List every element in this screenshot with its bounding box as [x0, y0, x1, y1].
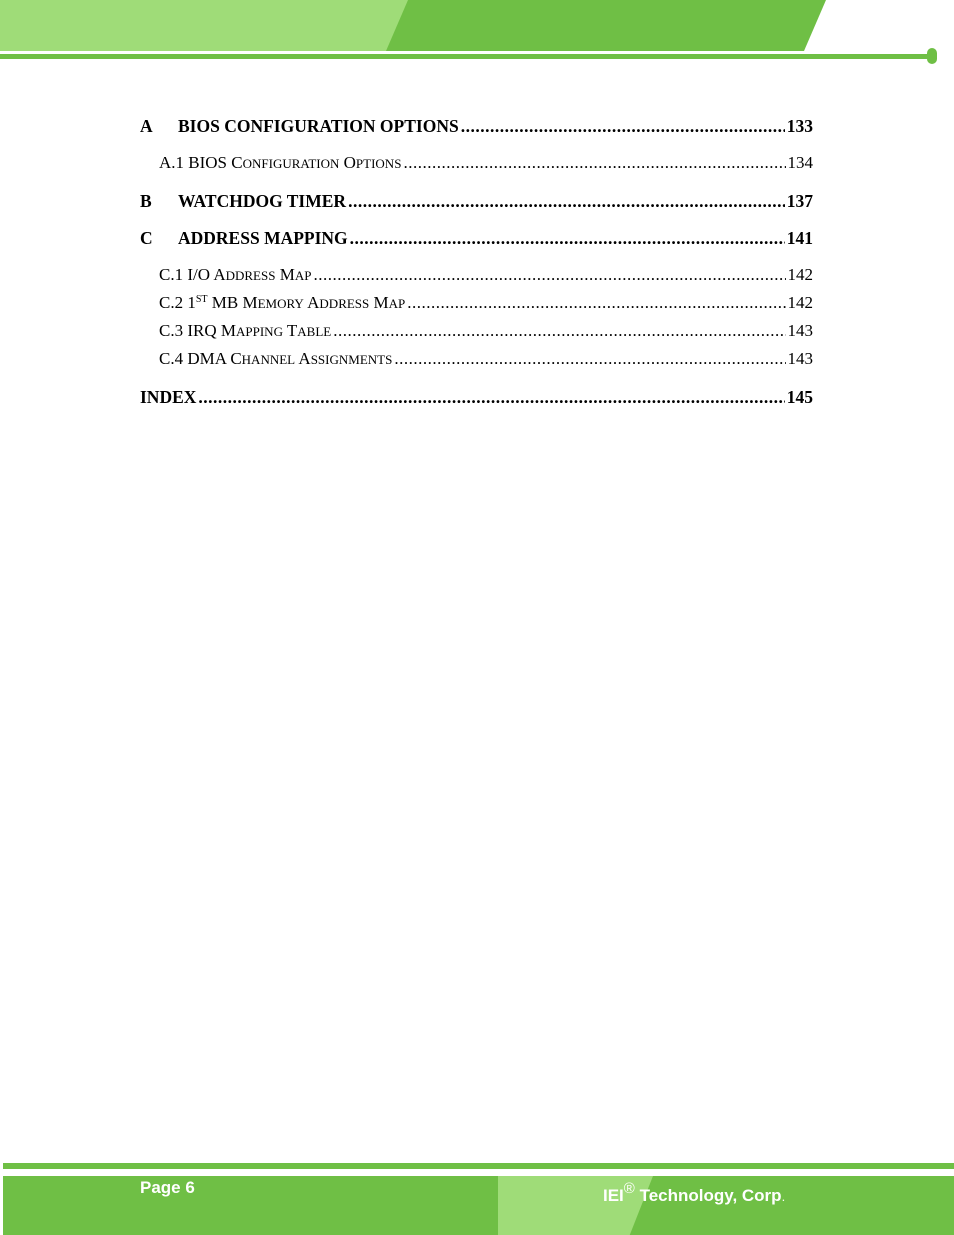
- page-number-label: Page 6: [140, 1178, 195, 1197]
- toc-leader: [394, 349, 785, 369]
- toc-entry-c[interactable]: [140, 228, 813, 250]
- toc-title: C.4 DMA CHANNEL ASSIGNMENTS: [159, 349, 393, 368]
- toc-entry-c3[interactable]: [140, 321, 813, 343]
- toc-title: ADDRESS MAPPING: [178, 228, 348, 248]
- toc-title: C.2 1ST MB MEMORY ADDRESS MAP: [159, 293, 406, 312]
- toc-page-number: 145: [786, 387, 813, 407]
- toc-number: C.4: [159, 349, 184, 368]
- brand-name: IEI: [603, 1186, 624, 1205]
- toc-entry-a1[interactable]: [140, 153, 813, 175]
- toc-page-number: 143: [787, 321, 813, 340]
- toc-number: A.1: [159, 153, 185, 172]
- toc-page-number: 134: [787, 153, 813, 172]
- toc-title: C.3 IRQ MAPPING TABLE: [159, 321, 332, 340]
- toc-title: WATCHDOG TIMER: [178, 191, 347, 211]
- toc-entry-a[interactable]: [140, 116, 813, 138]
- toc-leader: [461, 116, 785, 137]
- toc-page-number: 142: [787, 265, 813, 284]
- toc-page-number: 141: [786, 228, 813, 248]
- toc-number: C.3: [159, 321, 184, 340]
- toc-page-number: 133: [786, 116, 813, 136]
- toc-title: BIOS CONFIGURATION OPTIONS: [178, 116, 459, 136]
- company-logo-text: [603, 1180, 785, 1206]
- toc-page-number: 143: [787, 349, 813, 368]
- toc-title: A.1 BIOS CONFIGURATION OPTIONS: [159, 153, 402, 172]
- toc-leader: [348, 191, 785, 212]
- toc-leader: [313, 265, 785, 285]
- toc-leader: [333, 321, 785, 341]
- toc-entry-c4[interactable]: [140, 349, 813, 371]
- toc-entry-c1[interactable]: [140, 265, 813, 287]
- registered-mark: ®: [623, 1180, 635, 1197]
- toc-entry-b[interactable]: [140, 191, 813, 213]
- toc-title: C.1 I/O ADDRESS MAP: [159, 265, 312, 284]
- toc-number: C: [140, 228, 153, 248]
- toc-page-number: 137: [786, 191, 813, 211]
- toc-page-number: 142: [787, 293, 813, 312]
- company-dot: .: [781, 1189, 786, 1204]
- toc-title: INDEX: [140, 387, 197, 407]
- table-of-contents: [140, 112, 813, 409]
- toc-entry-c2[interactable]: [140, 293, 813, 315]
- toc-number: B: [140, 191, 152, 211]
- toc-number: C.2: [159, 293, 184, 312]
- header-band-light: [0, 0, 410, 51]
- header-band-dark: [386, 0, 826, 51]
- toc-leader: [403, 153, 785, 173]
- header-rule: [0, 54, 932, 59]
- toc-number: A: [140, 116, 153, 136]
- header-rule-end: [927, 48, 937, 64]
- toc-leader: [407, 293, 785, 313]
- toc-leader: [198, 387, 784, 408]
- company-name: Technology, Corp: [634, 1186, 782, 1205]
- footer-rule: [3, 1163, 954, 1169]
- toc-leader: [350, 228, 785, 249]
- toc-entry-index[interactable]: [140, 387, 813, 409]
- toc-number: C.1: [159, 265, 184, 284]
